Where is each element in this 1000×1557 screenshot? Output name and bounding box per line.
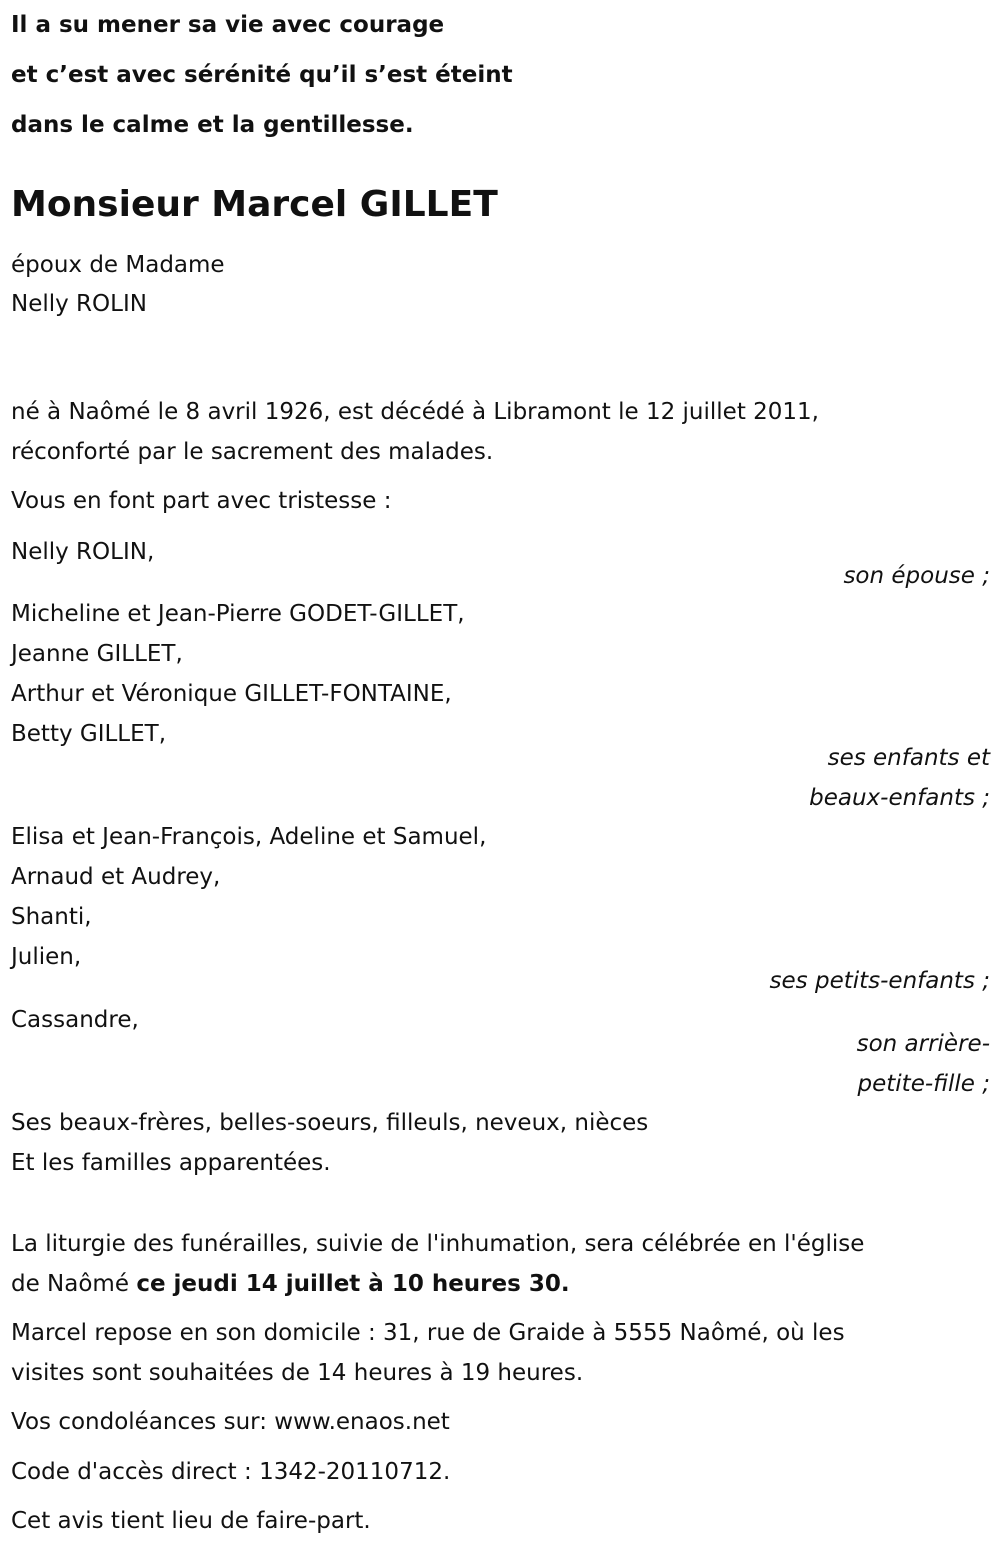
family-others: Et les familles apparentées. [11,1150,331,1176]
role-label: son arrière- [856,1031,990,1057]
family-grandchild: Elisa et Jean-François, Adeline et Samuel, [11,824,487,850]
epitaph-line: Il a su mener sa vie avec courage [11,12,445,38]
family-child: Micheline et Jean-Pierre GODET-GILLET, [11,601,465,627]
condolences: Vos condoléances sur: www.enaos.net [11,1409,450,1435]
funeral-place: de Naômé [11,1271,137,1297]
family-grandchild: Shanti, [11,904,92,930]
family-wife: Nelly ROLIN, [11,539,155,565]
bio-line: né à Naômé le 8 avril 1926, est décédé à Libramont le 12 juillet 2011, [11,399,819,425]
spouse-line: époux de Madame [11,252,225,278]
intro: Vous en font part avec tristesse : [11,488,392,514]
bio-line: réconforté par le sacrement des malades. [11,439,494,465]
closing: Cet avis tient lieu de faire-part. [11,1508,371,1534]
visit-line: Marcel repose en son domicile : 31, rue de Graide à 5555 Naômé, où les [11,1320,845,1346]
deceased-name: Monsieur Marcel GILLET [11,184,498,225]
funeral-line: La liturgie des funérailles, suivie de l'inhumation, sera célébrée en l'église [11,1231,865,1257]
family-child: Betty GILLET, [11,721,167,747]
epitaph-line: dans le calme et la gentillesse. [11,112,414,138]
funeral-line [11,1270,570,1298]
family-great-grandchild: Cassandre, [11,1007,139,1033]
role-label: ses enfants et [827,745,990,771]
family-child: Jeanne GILLET, [11,641,183,667]
access-code: Code d'accès direct : 1342-20110712. [11,1459,451,1485]
family-grandchild: Julien, [11,944,82,970]
visit-line: visites sont souhaitées de 14 heures à 19 heures. [11,1360,584,1386]
role-label: beaux-enfants ; [809,785,990,811]
role-label: ses petits-enfants ; [769,968,990,994]
epitaph-line: et c’est avec sérénité qu’il s’est éteint [11,62,513,88]
role-label: son épouse ; [843,563,990,589]
family-grandchild: Arnaud et Audrey, [11,864,221,890]
family-others: Ses beaux-frères, belles-soeurs, filleuls, neveux, nièces [11,1110,649,1136]
family-child: Arthur et Véronique GILLET-FONTAINE, [11,681,452,707]
role-label: petite-fille ; [857,1071,990,1097]
funeral-datetime: ce jeudi 14 juillet à 10 heures 30. [136,1271,570,1297]
spouse-line: Nelly ROLIN [11,291,147,317]
